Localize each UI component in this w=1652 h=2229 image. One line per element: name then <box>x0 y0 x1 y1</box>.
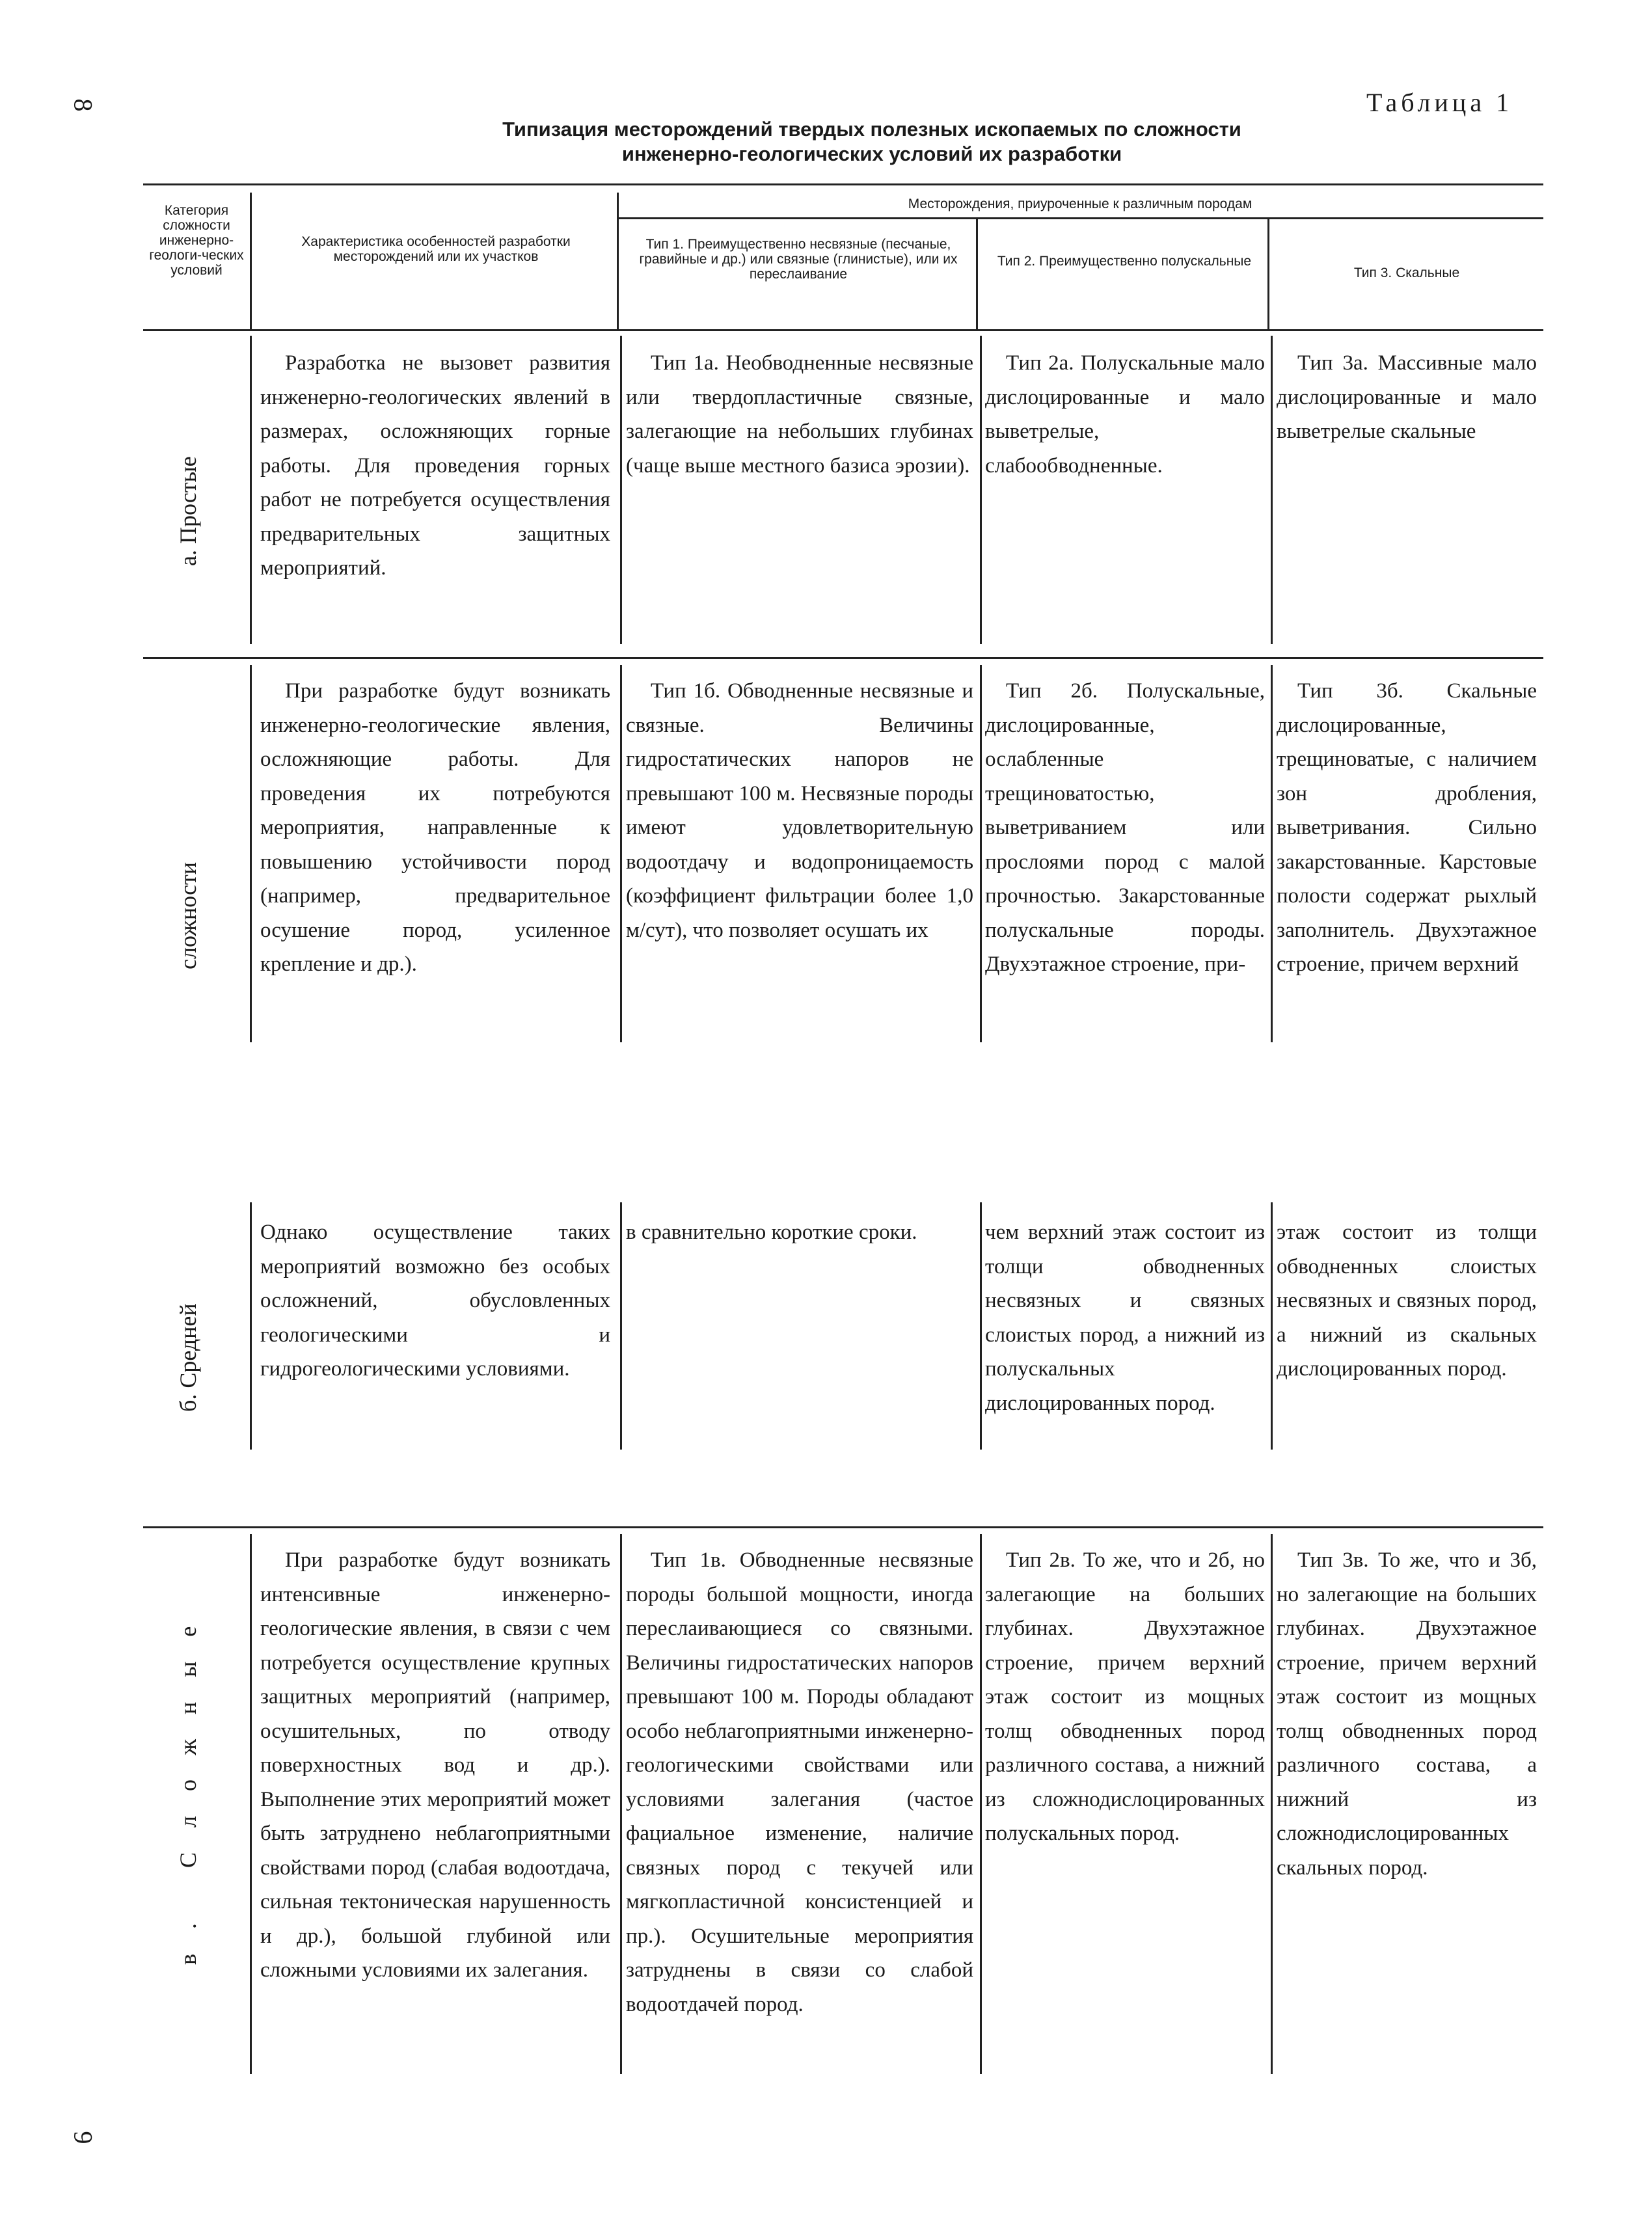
rule-deposits <box>617 217 1543 219</box>
complex-characteristic: При разработке будут возникать интенсивные инженерно-геологические явления, в связи с чем потребуется осуществление крупных защитных мероприятий (например, осушительных, по отводу поверхностных вод и др.). Выполнение этих мероприятий может быть затруднено неблагоприятными свойствами пород (слабая водоотдача, сильная тектоническая нарушенность и др.), большой глубиной или сложными условиями их залегания. <box>260 1548 610 1982</box>
header-type3: Тип 3. Скальные <box>1353 265 1460 280</box>
medium-characteristic: При разработке будут возникать инженерно-геологические явления, осложняющие работы. Для проведения их потребуются мероприятия, направленные к повышению устойчивости пород (например, предварительное осушение пород, усиленное крепление и др.). <box>260 679 610 976</box>
table-title <box>364 117 1379 167</box>
vrule-s1 <box>250 336 252 644</box>
vrule-s3 <box>980 336 982 644</box>
vrule-h1 <box>250 193 252 329</box>
page-number-top: 8 <box>68 98 98 112</box>
header-deposits: Месторождения, приуроченные к различным породам <box>908 196 1253 211</box>
vrule-n2 <box>620 1202 622 1450</box>
vrule-m2 <box>620 665 622 1042</box>
vrule-s2 <box>620 336 622 644</box>
rule-row-simple <box>143 657 1543 659</box>
complex-type1: Тип 1в. Обводненные несвязные породы большой мощности, иногда переслаивающиеся со связными. Величины гидростатических напоров превышают 100 м. Породы обладают особо неблагоприятными инженерно-геологическими свойствами или условиями залегания (частое фациальное изменение, наличие связных пород с текучей или мягкопластичной консистенцией и пр.). Осушительные мероприятия затруднены в связи со слабой водоотдачей пород. <box>626 1548 973 2016</box>
vrule-c1 <box>250 1534 252 2074</box>
vrule-m3 <box>980 665 982 1042</box>
rule-top <box>143 183 1543 185</box>
medium-type1: Тип 1б. Обводненные несвязные и связные. Величины гидростатических напоров не превышают 100 м. Несвязные породы имеют удовлетворительную водоотдачу и водопроницаемость (коэффициент фильтрации более 1,0 м/сут), что позволяет осушать их <box>626 679 973 942</box>
medium-type3: Тип 3б. Скальные дислоцированные, трещиноватые, с наличием зон дробления, выветривания. Сильно закарстованные. Карстовые полости содержат рыхлый заполнитель. Двухэтажное строение, причем верхний <box>1277 679 1537 976</box>
category-medium-b: б. Средней <box>175 1303 201 1412</box>
vrule-m4 <box>1271 665 1273 1042</box>
vrule-h3 <box>976 217 978 329</box>
vrule-n4 <box>1271 1202 1273 1450</box>
medium-characteristic-cont: Однако осуществление таких мероприятий возможно без особых осложнений, обусловленных геологическими и гидрогеологическими условиями. <box>260 1221 610 1381</box>
vrule-s4 <box>1271 336 1273 644</box>
simple-characteristic: Разработка не вызовет развития инженерно-геологических явлений в размерах, осложняющих горные работы. Для проведения горных работ не потребуется осуществления предварительных защитных мероприятий. <box>260 351 610 580</box>
vrule-n3 <box>980 1202 982 1450</box>
category-medium-a: сложности <box>175 861 201 969</box>
rule-row-medium <box>143 1526 1543 1528</box>
table-title-line1: Типизация месторождений твердых полезных ископаемых по сложности <box>502 118 1241 141</box>
simple-type1: Тип 1а. Необводненные несвязные или твердопластичные связные, залегающие на небольших глубинах (чаще выше местного базиса эрозии). <box>626 351 973 478</box>
page-number-bottom: 9 <box>68 2131 98 2144</box>
vrule-c4 <box>1271 1534 1273 2074</box>
category-simple: а. Простые <box>175 456 201 566</box>
header-type1: Тип 1. Преимущественно несвязные (песчаные, гравийные и др.) или связные (глинистые), или их переслаивание <box>639 237 958 282</box>
category-complex: в. Сложные <box>175 1601 201 1965</box>
rule-header-bottom <box>143 329 1543 331</box>
simple-type3: Тип 3а. Массивные мало дислоцированные и мало выветрелые скальные <box>1277 351 1537 443</box>
simple-type2: Тип 2а. Полускальные мало дислоцированные и мало выветрелые, слабообводненные. <box>985 351 1265 478</box>
header-category: Категория сложности инженерно-геологи-ческих условий <box>149 203 244 278</box>
vrule-h4 <box>1267 217 1269 329</box>
medium-type1-cont: в сравнительно короткие сроки. <box>626 1221 917 1244</box>
vrule-n1 <box>250 1202 252 1450</box>
complex-type2: Тип 2в. То же, что и 2б, но залегающие на больших глубинах. Двухэтажное строение, причем верхний этаж состоит из мощных толщ обводненных пород различного состава, а нижний из сложнодислоцированных полускальных пород. <box>985 1548 1265 1845</box>
vrule-h2 <box>617 193 619 329</box>
complex-type3: Тип 3в. То же, что и 3б, но залегающие на больших глубинах. Двухэтажное строение, причем верхний этаж состоит из мощных толщ обводненных пород различного состава, а нижний из сложнодислоцированных скальных пород. <box>1277 1548 1537 1880</box>
medium-type3-cont: этаж состоит из толщи обводненных слоистых несвязных и связных пород, а нижний из скальных дислоцированных пород. <box>1277 1221 1537 1381</box>
vrule-m1 <box>250 665 252 1042</box>
header-type2: Тип 2. Преимущественно полускальные <box>997 254 1252 269</box>
medium-type2: Тип 2б. Полускальные, дислоцированные, ослабленные трещиноватостью, выветриванием или прослоями пород с малой прочностью. Закарстованные полускальные породы. Двухэтажное строение, при- <box>985 679 1265 976</box>
table-label: Таблица 1 <box>1366 88 1513 117</box>
medium-type2-cont: чем верхний этаж состоит из толщи обводненных несвязных и связных слоистых пород, а нижний из полускальных дислоцированных пород. <box>985 1221 1265 1415</box>
vrule-c2 <box>620 1534 622 2074</box>
header-characteristic: Характеристика особенностей разработки месторождений или их участков <box>301 234 571 264</box>
table-title-line2: инженерно-геологических условий их разработки <box>621 142 1122 165</box>
vrule-c3 <box>980 1534 982 2074</box>
